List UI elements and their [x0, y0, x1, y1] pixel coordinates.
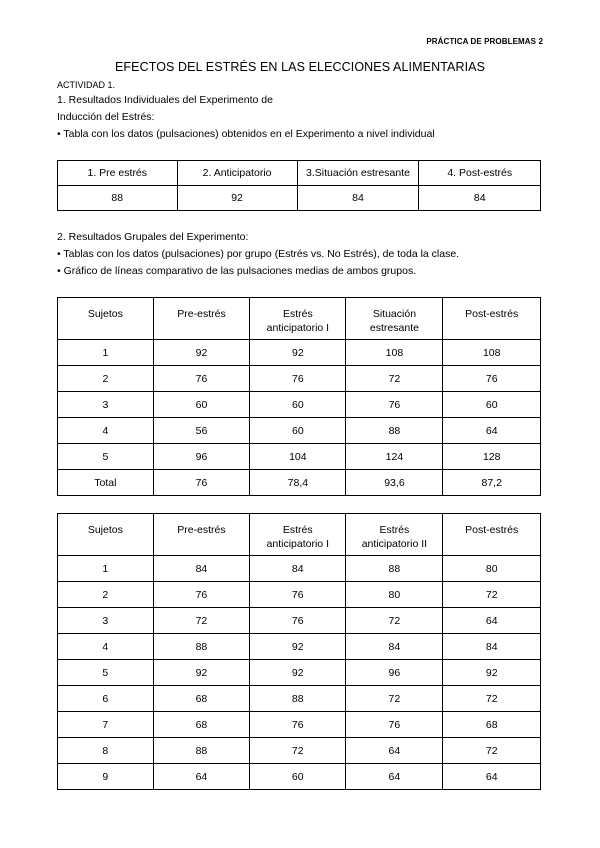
value-cell: 72 — [346, 686, 443, 712]
value-cell: 76 — [153, 366, 250, 392]
row-label-cell: 3 — [58, 608, 154, 634]
table-row — [58, 712, 541, 738]
value-cell: 88 — [346, 418, 443, 444]
value-cell: 84 — [250, 556, 346, 582]
individual-results-table — [57, 160, 541, 211]
section2-heading: 2. Resultados Grupales del Experimento: — [57, 231, 249, 243]
table-row — [58, 340, 541, 366]
table-row — [58, 582, 541, 608]
value-cell: 84 — [153, 556, 250, 582]
section1-bullet: • Tabla con los datos (pulsaciones) obtenidos en el Experimento a nivel individual — [57, 128, 435, 140]
value-cell: 84 — [346, 634, 443, 660]
value-cell: 60 — [153, 392, 250, 418]
table1-value-cell: 88 — [58, 186, 178, 211]
value-cell: 88 — [153, 634, 250, 660]
table-row — [58, 418, 541, 444]
section1-heading-line1: 1. Resultados Individuales del Experimento de — [57, 94, 273, 106]
value-cell: 84 — [443, 634, 541, 660]
row-label-cell: 5 — [58, 444, 154, 470]
table2-header-cell: Situación estresante — [346, 298, 443, 340]
value-cell: 64 — [346, 764, 443, 790]
value-cell: 87,2 — [443, 470, 541, 496]
value-cell: 72 — [153, 608, 250, 634]
value-cell: 108 — [346, 340, 443, 366]
value-cell: 76 — [153, 582, 250, 608]
value-cell: 128 — [443, 444, 541, 470]
table-row — [58, 444, 541, 470]
value-cell: 78,4 — [250, 470, 346, 496]
row-label-cell: 4 — [58, 634, 154, 660]
value-cell: 68 — [153, 712, 250, 738]
value-cell: 88 — [346, 556, 443, 582]
value-cell: 72 — [443, 738, 541, 764]
table-row — [58, 738, 541, 764]
table3-header-cell: Pre-estrés — [153, 514, 250, 556]
table1-header-cell: 2. Anticipatorio — [177, 161, 297, 186]
value-cell: 64 — [443, 764, 541, 790]
value-cell: 68 — [153, 686, 250, 712]
practice-label: PRÁCTICA DE PROBLEMAS 2 — [426, 37, 543, 46]
value-cell: 92 — [250, 660, 346, 686]
row-label-cell: 1 — [58, 340, 154, 366]
row-label-cell: 1 — [58, 556, 154, 582]
table3-header-cell: Sujetos — [58, 514, 154, 556]
row-label-cell: Total — [58, 470, 154, 496]
value-cell: 64 — [443, 608, 541, 634]
table1-header-cell: 3.Situación estresante — [297, 161, 419, 186]
table2-header-cell: Pre-estrés — [153, 298, 250, 340]
table-row — [58, 634, 541, 660]
table1-value-cell: 84 — [297, 186, 419, 211]
value-cell: 72 — [443, 582, 541, 608]
value-cell: 104 — [250, 444, 346, 470]
row-label-cell: 6 — [58, 686, 154, 712]
table-row — [58, 470, 541, 496]
value-cell: 124 — [346, 444, 443, 470]
table3-header-cell: Post-estrés — [443, 514, 541, 556]
row-label-cell: 7 — [58, 712, 154, 738]
table1-header-cell: 4. Post-estrés — [419, 161, 541, 186]
value-cell: 92 — [153, 660, 250, 686]
table1-value-cell: 84 — [419, 186, 541, 211]
value-cell: 108 — [443, 340, 541, 366]
table2-header-cell: Estrés anticipatorio I — [250, 298, 346, 340]
group-stress-table — [57, 297, 541, 496]
row-label-cell: 2 — [58, 366, 154, 392]
value-cell: 80 — [443, 556, 541, 582]
value-cell: 60 — [250, 418, 346, 444]
value-cell: 92 — [153, 340, 250, 366]
page-title: EFECTOS DEL ESTRÉS EN LAS ELECCIONES ALIMENTARIAS — [114, 60, 486, 74]
row-label-cell: 2 — [58, 582, 154, 608]
table1-header-cell: 1. Pre estrés — [58, 161, 178, 186]
activity-label: ACTIVIDAD 1. — [57, 80, 116, 90]
value-cell: 72 — [250, 738, 346, 764]
value-cell: 72 — [443, 686, 541, 712]
table3-header-cell: Estrés anticipatorio I — [250, 514, 346, 556]
value-cell: 96 — [346, 660, 443, 686]
row-label-cell: 9 — [58, 764, 154, 790]
value-cell: 72 — [346, 608, 443, 634]
row-label-cell: 5 — [58, 660, 154, 686]
table2-header-cell: Sujetos — [58, 298, 154, 340]
section2-bullet2: • Gráfico de líneas comparativo de las pulsaciones medias de ambos grupos. — [57, 265, 417, 277]
value-cell: 60 — [250, 764, 346, 790]
value-cell: 76 — [443, 366, 541, 392]
value-cell: 68 — [443, 712, 541, 738]
value-cell: 76 — [250, 712, 346, 738]
row-label-cell: 4 — [58, 418, 154, 444]
table-row — [58, 608, 541, 634]
value-cell: 76 — [346, 712, 443, 738]
value-cell: 64 — [443, 418, 541, 444]
table2-header-cell: Post-estrés — [443, 298, 541, 340]
group-no-stress-table — [57, 513, 541, 790]
value-cell: 76 — [250, 366, 346, 392]
section1-heading-line2: Inducción del Estrés: — [57, 111, 155, 123]
row-label-cell: 8 — [58, 738, 154, 764]
value-cell: 76 — [153, 470, 250, 496]
value-cell: 93,6 — [346, 470, 443, 496]
value-cell: 72 — [346, 366, 443, 392]
value-cell: 80 — [346, 582, 443, 608]
table-row — [58, 686, 541, 712]
section2-bullet1: • Tablas con los datos (pulsaciones) por grupo (Estrés vs. No Estrés), de toda la clase. — [57, 248, 460, 260]
row-label-cell: 3 — [58, 392, 154, 418]
table-row — [58, 366, 541, 392]
value-cell: 76 — [250, 582, 346, 608]
value-cell: 64 — [153, 764, 250, 790]
value-cell: 88 — [153, 738, 250, 764]
value-cell: 76 — [250, 608, 346, 634]
table-row — [58, 556, 541, 582]
table-row — [58, 764, 541, 790]
value-cell: 60 — [250, 392, 346, 418]
value-cell: 60 — [443, 392, 541, 418]
table3-header-cell: Estrés anticipatorio II — [346, 514, 443, 556]
table1-value-cell: 92 — [177, 186, 297, 211]
value-cell: 76 — [346, 392, 443, 418]
value-cell: 88 — [250, 686, 346, 712]
value-cell: 56 — [153, 418, 250, 444]
table-row — [58, 392, 541, 418]
value-cell: 64 — [346, 738, 443, 764]
value-cell: 92 — [250, 340, 346, 366]
value-cell: 92 — [443, 660, 541, 686]
table-row — [58, 660, 541, 686]
value-cell: 96 — [153, 444, 250, 470]
value-cell: 92 — [250, 634, 346, 660]
